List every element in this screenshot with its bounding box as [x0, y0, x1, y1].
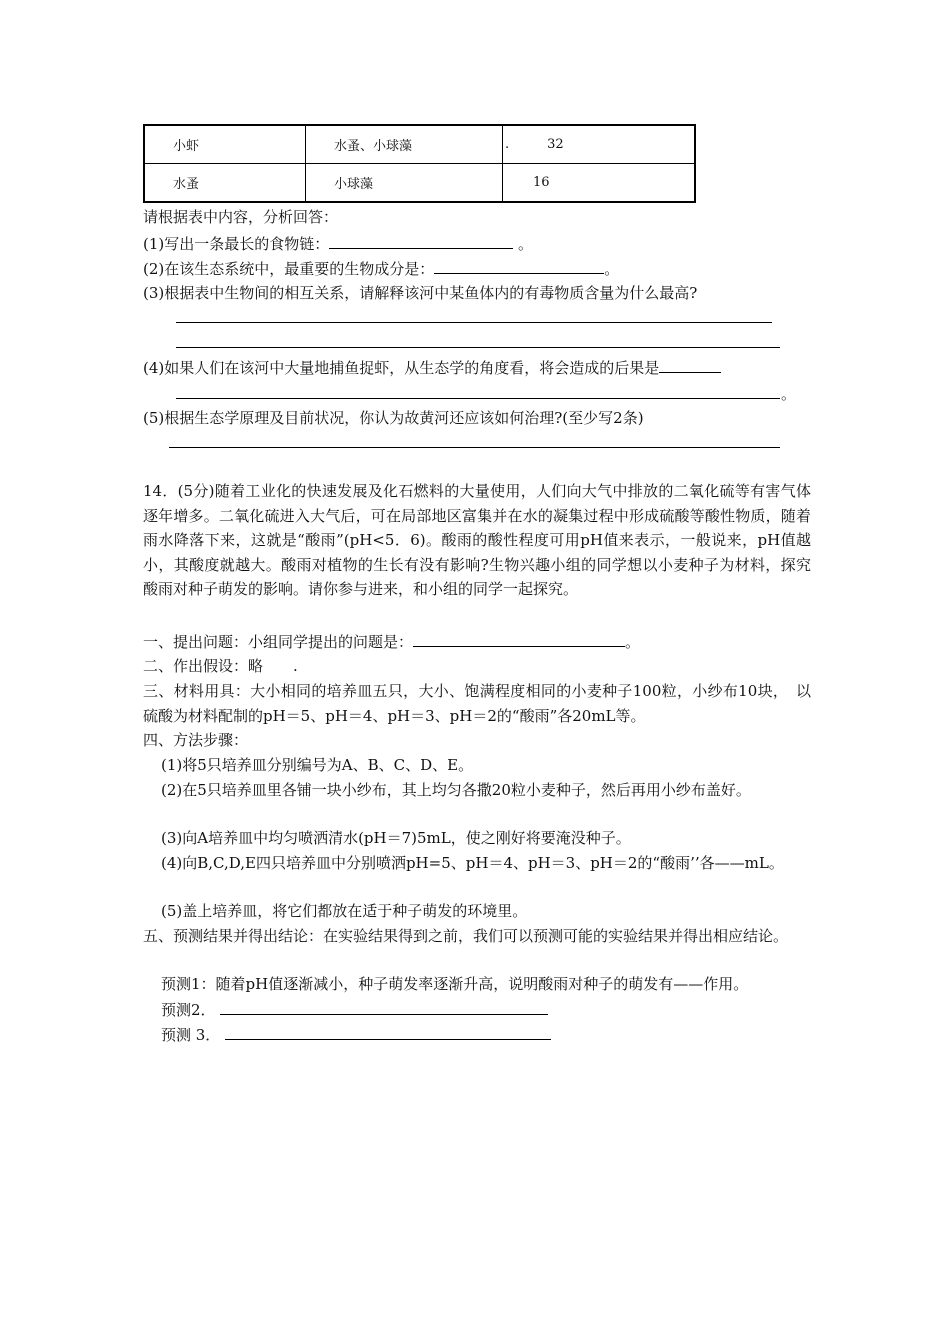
question-2-text: (2)在该生态系统中，最重要的生物成分是： — [143, 260, 435, 278]
answer-blank[interactable] — [225, 1024, 551, 1040]
question-2-end: 。 — [604, 260, 620, 278]
question-3: (3)根据表中生物间的相互关系，请解释该河中某鱼体内的有毒物质含量为什么最高? — [143, 284, 698, 302]
method-step-4: (4)向B,C,D,E四只培养皿中分别喷洒pH=5、pH＝4、pH＝3、pH＝2的“酸雨’’各——mL。 — [161, 854, 784, 872]
question-4-end: 。 — [781, 385, 797, 403]
stray-dot: . — [505, 137, 510, 152]
method-step-2: (2)在5只培养皿里各铺一块小纱布，其上均匀各撒20粒小麦种子，然后再用小纱布盖好。 — [161, 781, 751, 799]
organism-cell: 小虾 — [144, 125, 306, 164]
step-raise-question-text: 一、提出问题：小组同学提出的问题是： — [143, 633, 414, 651]
prediction-2-label: 预测2． — [161, 1001, 216, 1019]
food-relation-table — [143, 124, 696, 203]
answer-line[interactable] — [169, 447, 780, 448]
answer-blank[interactable] — [659, 357, 721, 373]
method-step-1: (1)将5只培养皿分别编号为A、B、C、D、E。 — [161, 756, 474, 774]
prediction-3-label: 预测 3． — [161, 1026, 221, 1044]
step-raise-question-end: 。 — [625, 633, 641, 651]
method-step-5: (5)盖上培养皿，将它们都放在适于种子萌发的环境里。 — [161, 902, 528, 920]
question-2 — [143, 258, 619, 279]
question-4-text: (4)如果人们在该河中大量地捕鱼捉虾，从生态学的角度看，将会造成的后果是 — [143, 359, 660, 377]
question-5: (5)根据生态学原理及目前状况，你认为故黄河还应该如何治理?(至少写2条) — [143, 409, 644, 427]
prediction-1: 预测1：随着pH值逐渐减小，种子萌发率逐渐升高，说明酸雨对种子的萌发有——作用。 — [161, 975, 749, 993]
step-predict-heading: 五、预测结果并得出结论：在实验结果得到之前，我们可以预测可能的实验结果并得出相应结论。 — [143, 927, 789, 945]
value-text: 16 — [533, 175, 550, 190]
answer-blank[interactable] — [434, 258, 604, 274]
answer-line[interactable] — [176, 398, 780, 399]
step-hypothesis: 二、作出假设：略 . — [143, 657, 298, 675]
question-14-paragraph: 14．(5分)随着工业化的快速发展及化石燃料的大量使用，人们向大气中排放的二氧化硫等有害气体逐年增多。二氧化硫进入大气后，可在局部地区富集并在水的凝集过程中形成硫酸等酸性物质，随着雨水降落下来，这就是“酸雨”(pH<5．6)。酸雨的酸性程度可用pH值来表示，一般说来，pH值越小，其酸度就越大。酸雨对植物的生长有没有影响?生物兴趣小组的同学想以小麦种子为材料，探究酸雨对种子萌发的影响。请你参与进来，和小组的同学一起探究。 — [143, 482, 811, 598]
intro-text: 请根据表中内容，分析回答： — [143, 208, 339, 226]
table-row — [144, 125, 695, 164]
answer-line[interactable] — [176, 322, 772, 323]
question-1-end: 。 — [518, 235, 534, 253]
step-materials: 三、材料用具：大小相同的培养皿五只，大小、饱满程度相同的小麦种子100粒，小纱布10块， 以硫酸为材料配制的pH＝5、pH＝4、pH＝3、pH＝2的“酸雨”各20mL等。 — [143, 682, 811, 725]
table-row — [144, 164, 695, 203]
prediction-3 — [161, 1024, 551, 1045]
step-raise-question — [143, 631, 640, 652]
value-cell — [503, 164, 696, 203]
food-cell: 小球藻 — [306, 164, 503, 203]
organism-cell: 水蚤 — [144, 164, 306, 203]
food-cell: 水蚤、小球藻 — [306, 125, 503, 164]
answer-line[interactable] — [176, 347, 780, 348]
question-1 — [143, 233, 533, 254]
question-1-text: (1)写出一条最长的食物链： — [143, 235, 330, 253]
value-text: 32 — [547, 137, 564, 152]
question-4 — [143, 357, 721, 378]
answer-blank[interactable] — [220, 999, 548, 1015]
value-cell — [503, 125, 696, 164]
answer-blank[interactable] — [329, 233, 513, 249]
step-methods-heading: 四、方法步骤： — [143, 731, 249, 749]
method-step-3: (3)向A培养皿中均匀喷洒清水(pH＝7)5mL，使之刚好将要淹没种子。 — [161, 829, 631, 847]
answer-blank[interactable] — [413, 631, 625, 647]
prediction-2 — [161, 999, 548, 1020]
